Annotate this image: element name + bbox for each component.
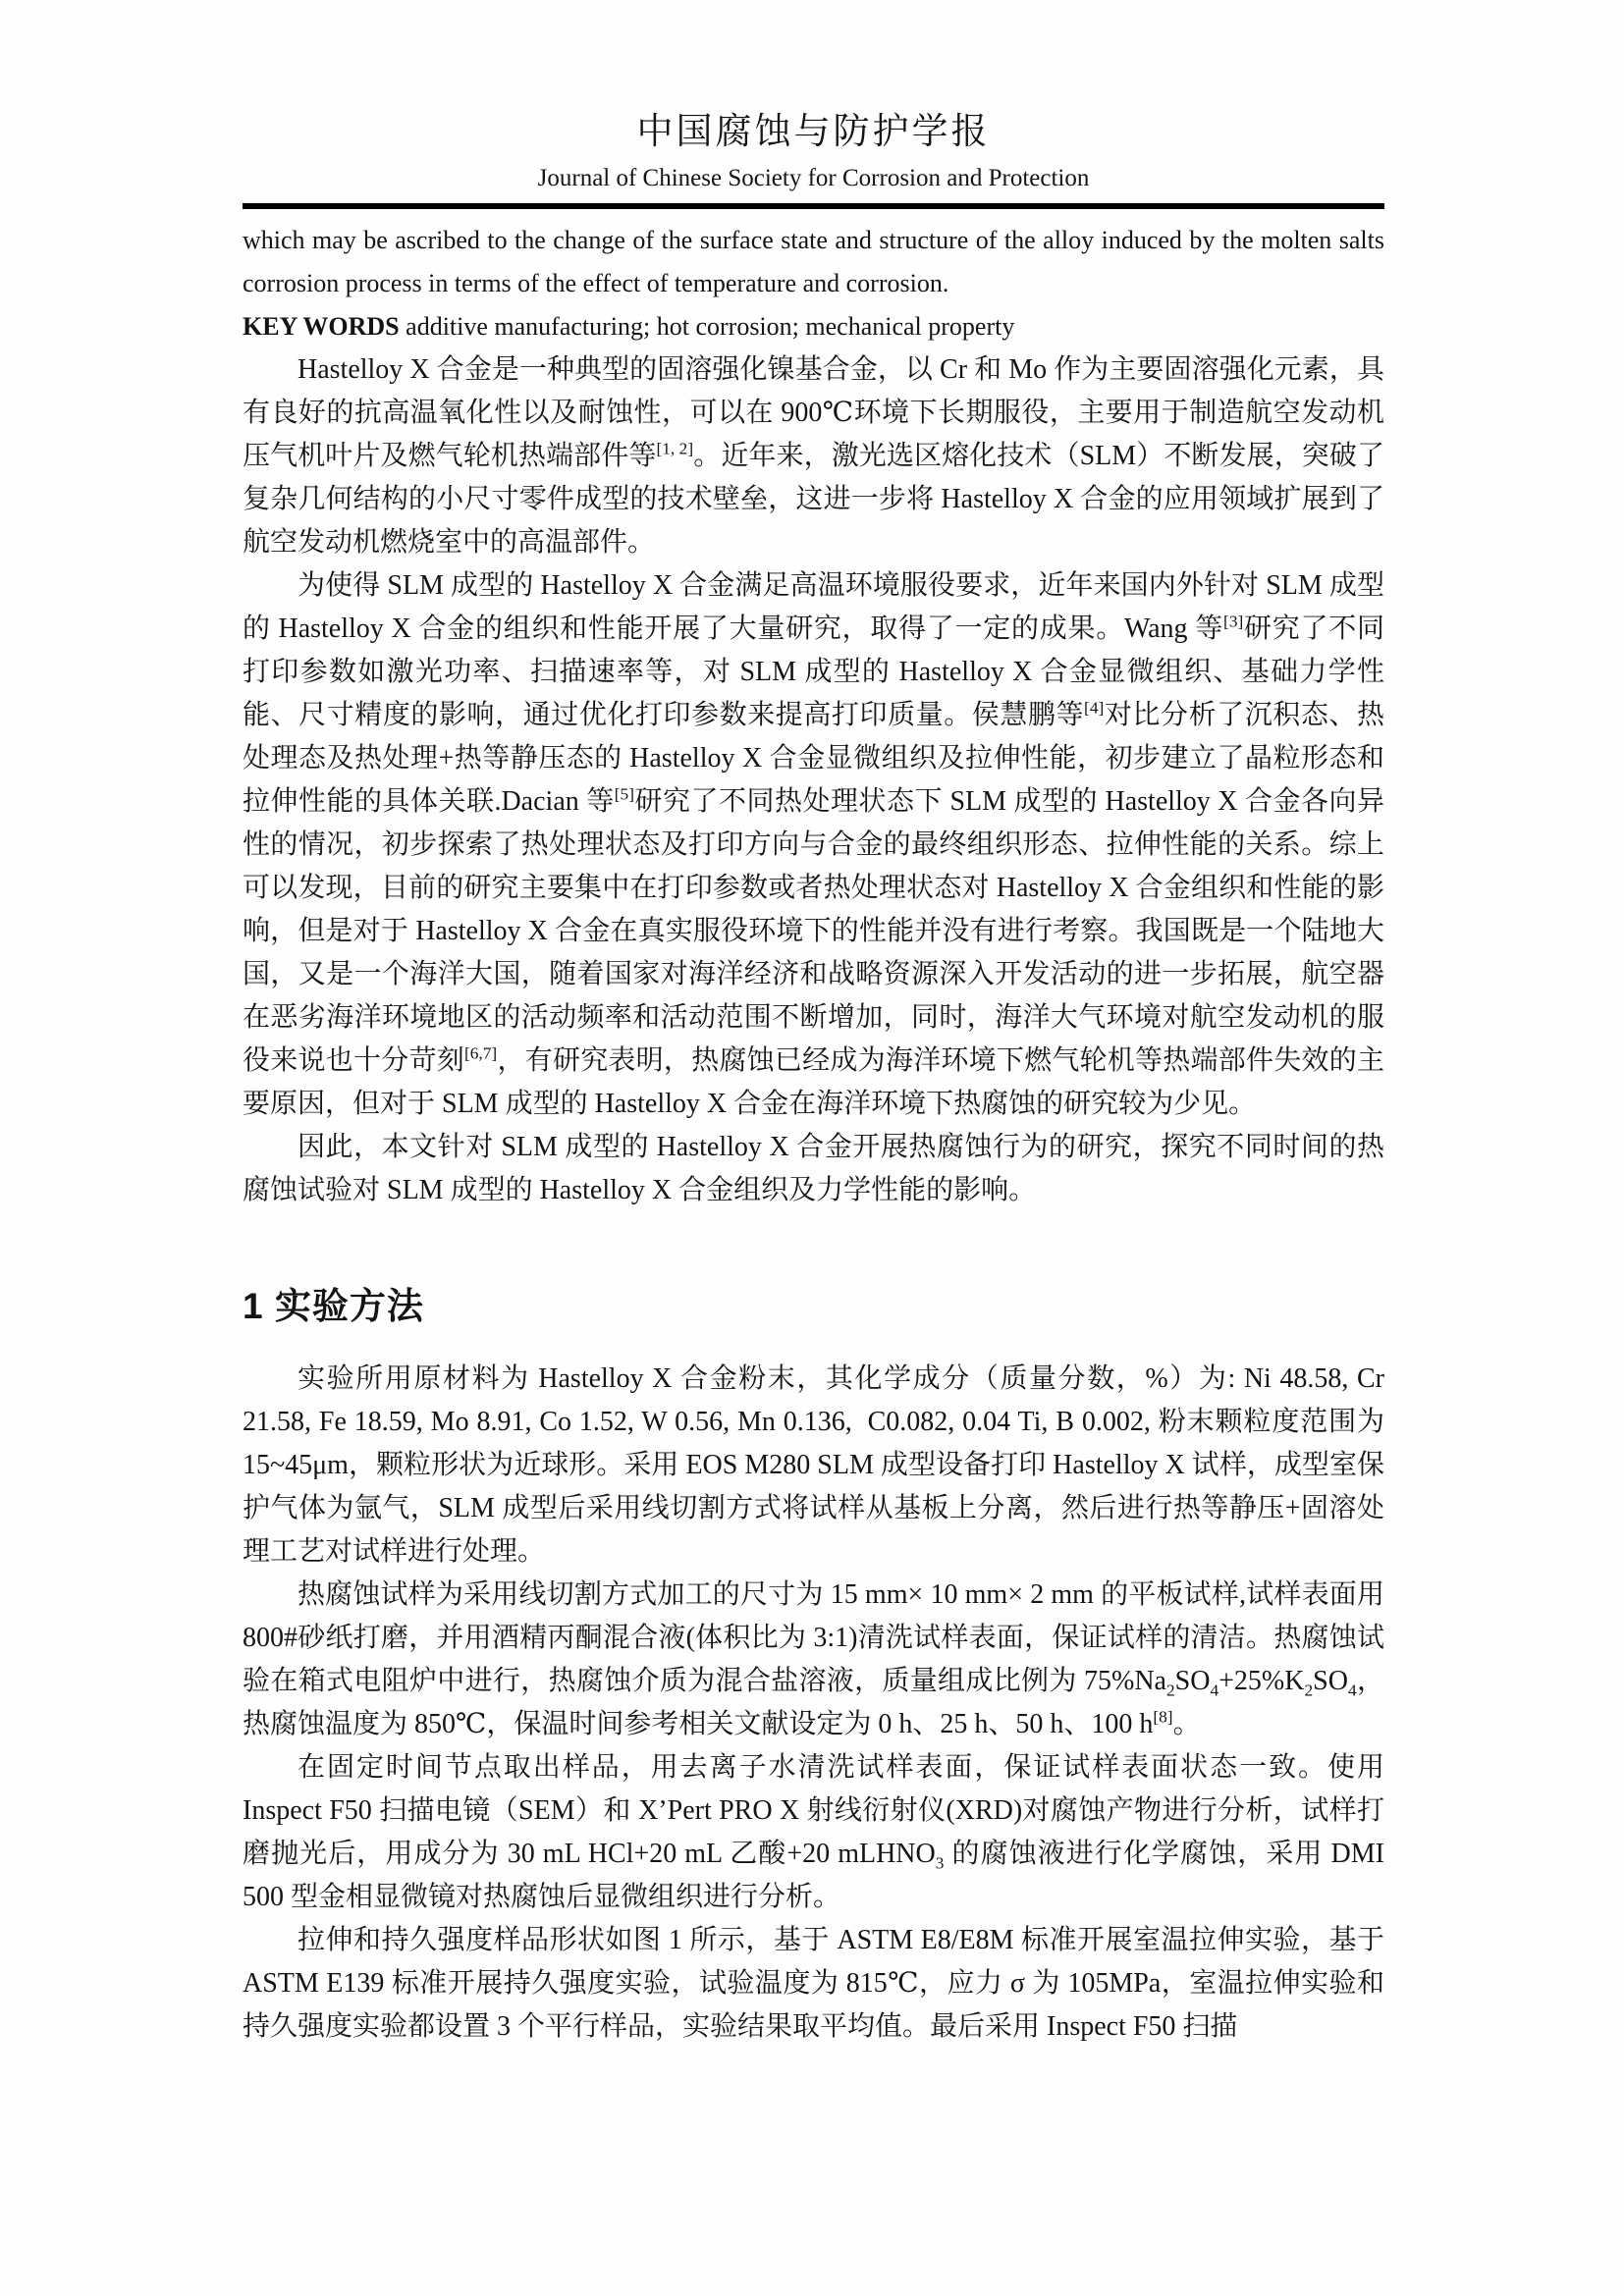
header-divider: [243, 203, 1384, 209]
article-body: [243, 219, 1384, 2049]
method-paragraph-1: 实验所用原材料为 Hastelloy X 合金粉末，其化学成分（质量分数，%）为: Ni 48.58, Cr 21.58, Fe 18.59, Mo 8.91, Co 1.52, W 0.56, Mn 0.136, C0.082, 0.04 Ti, B 0.002, 粉末颗粒度范围为 15~45μm，颗粒形状为近球形。采用 EOS M280 SLM 成型设备打印 Hastelloy X 试样，成型室保护气体为氩气，SLM 成型后采用线切割方式将试样从基板上分离，然后进行热等静压+固溶处理工艺对试样进行处理。: [243, 1363, 1384, 1567]
method-paragraph-4: 拉伸和持久强度样品形状如图 1 所示，基于 ASTM E8/E8M 标准开展室温拉伸实验，基于 ASTM E139 标准开展持久强度实验，试验温度为 815℃，应力 σ 为 105MPa，室温拉伸实验和持久强度实验都设置 3 个平行样品，实验结果取平均值。最后采用 Inspect F50 扫描: [243, 1925, 1384, 2042]
abstract-continuation-text: which may be ascribed to the change of the surface state and structure of the alloy induced by the molten salts corrosion process in terms of the effect of temperature and corrosion.: [243, 226, 1384, 297]
intro-paragraph-1: Hastelloy X 合金是一种典型的固溶强化镍基合金，以 Cr 和 Mo 作为主要固溶强化元素，具有良好的抗高温氧化性以及耐蚀性，可以在 900℃环境下长期服役，主要用于制造航空发动机压气机叶片及燃气轮机热端部件等[1, 2]。近年来，激光选区熔化技术（SLM）不断发展，突破了复杂几何结构的小尺寸零件成型的技术壁垒，这进一步将 Hastelloy X 合金的应用领域扩展到了航空发动机燃烧室中的高温部件。: [243, 354, 1384, 558]
method-paragraph-3: 在固定时间节点取出样品，用去离子水清洗试样表面，保证试样表面状态一致。使用 Inspect F50 扫描电镜（SEM）和 X’Pert PRO X 射线衍射仪(XRD)对腐蚀产物进行分析，试样打磨抛光后，用成分为 30 mL HCl+20 mL 乙酸+20 mLHNO$_3$ 的腐蚀液进行化学腐蚀，采用 DMI 500 型金相显微镜对热腐蚀后显微组织进行分析。: [243, 1752, 1384, 1912]
journal-title-en: Journal of Chinese Society for Corrosion and Protection: [537, 165, 1090, 191]
keywords-line: KEY WORDS additive manufacturing; hot corrosion; mechanical property: [243, 312, 1015, 341]
section-1-heading: 1 实验方法: [243, 1286, 424, 1326]
journal-title-cn: 中国腐蚀与防护学报: [636, 112, 991, 152]
journal-header: [243, 112, 1384, 191]
intro-paragraph-2: 为使得 SLM 成型的 Hastelloy X 合金满足高温环境服役要求，近年来国内外针对 SLM 成型的 Hastelloy X 合金的组织和性能开展了大量研究，取得了一定的成果。Wang 等[3]研究了不同打印参数如激光功率、扫描速率等，对 SLM 成型的 Hastelloy X 合金显微组织、基础力学性能、尺寸精度的影响，通过优化打印参数来提高打印质量。侯慧鹏等[4]对比分析了沉积态、热处理态及热处理+热等静压态的 Hastelloy X 合金显微组织及拉伸性能，初步建立了晶粒形态和拉伸性能的具体关联.Dacian 等[5]研究了不同热处理状态下 SLM 成型的 Hastelloy X 合金各向异性的情况，初步探索了热处理状态及打印方向与合金的最终组织形态、拉伸性能的关系。综上可以发现，目前的研究主要集中在打印参数或者热处理状态对 Hastelloy X 合金组织和性能的影响，但是对于 Hastelloy X 合金在真实服役环境下的性能并没有进行考察。我国既是一个陆地大国，又是一个海洋大国，随着国家对海洋经济和战略资源深入开发活动的进一步拓展，航空器在恶劣海洋环境地区的活动频率和活动范围不断增加，同时，海洋大气环境对航空发动机的服役来说也十分苛刻[6,7]，有研究表明，热腐蚀已经成为海洋环境下燃气轮机等热端部件失效的主要原因，但对于 SLM 成型的 Hastelloy X 合金在海洋环境下热腐蚀的研究较为少见。: [243, 570, 1384, 1119]
method-paragraph-2: 热腐蚀试样为采用线切割方式加工的尺寸为 15 mm× 10 mm× 2 mm 的平板试样,试样表面用 800#砂纸打磨，并用酒精丙酮混合液(体积比为 3:1)清洗试样表面，保证试样的清洁。热腐蚀试验在箱式电阻炉中进行，热腐蚀介质为混合盐溶液，质量组成比例为 $75\%Na_2SO_4+25\%K_2SO_4$，热腐蚀温度为 850℃，保温时间参考相关文献设定为 0 h、25 h、50 h、100 h[8]。: [243, 1579, 1384, 1739]
intro-paragraph-3: 因此，本文针对 SLM 成型的 Hastelloy X 合金开展热腐蚀行为的研究，探究不同时间的热腐蚀试验对 SLM 成型的 Hastelloy X 合金组织及力学性能的影响。: [243, 1132, 1384, 1205]
